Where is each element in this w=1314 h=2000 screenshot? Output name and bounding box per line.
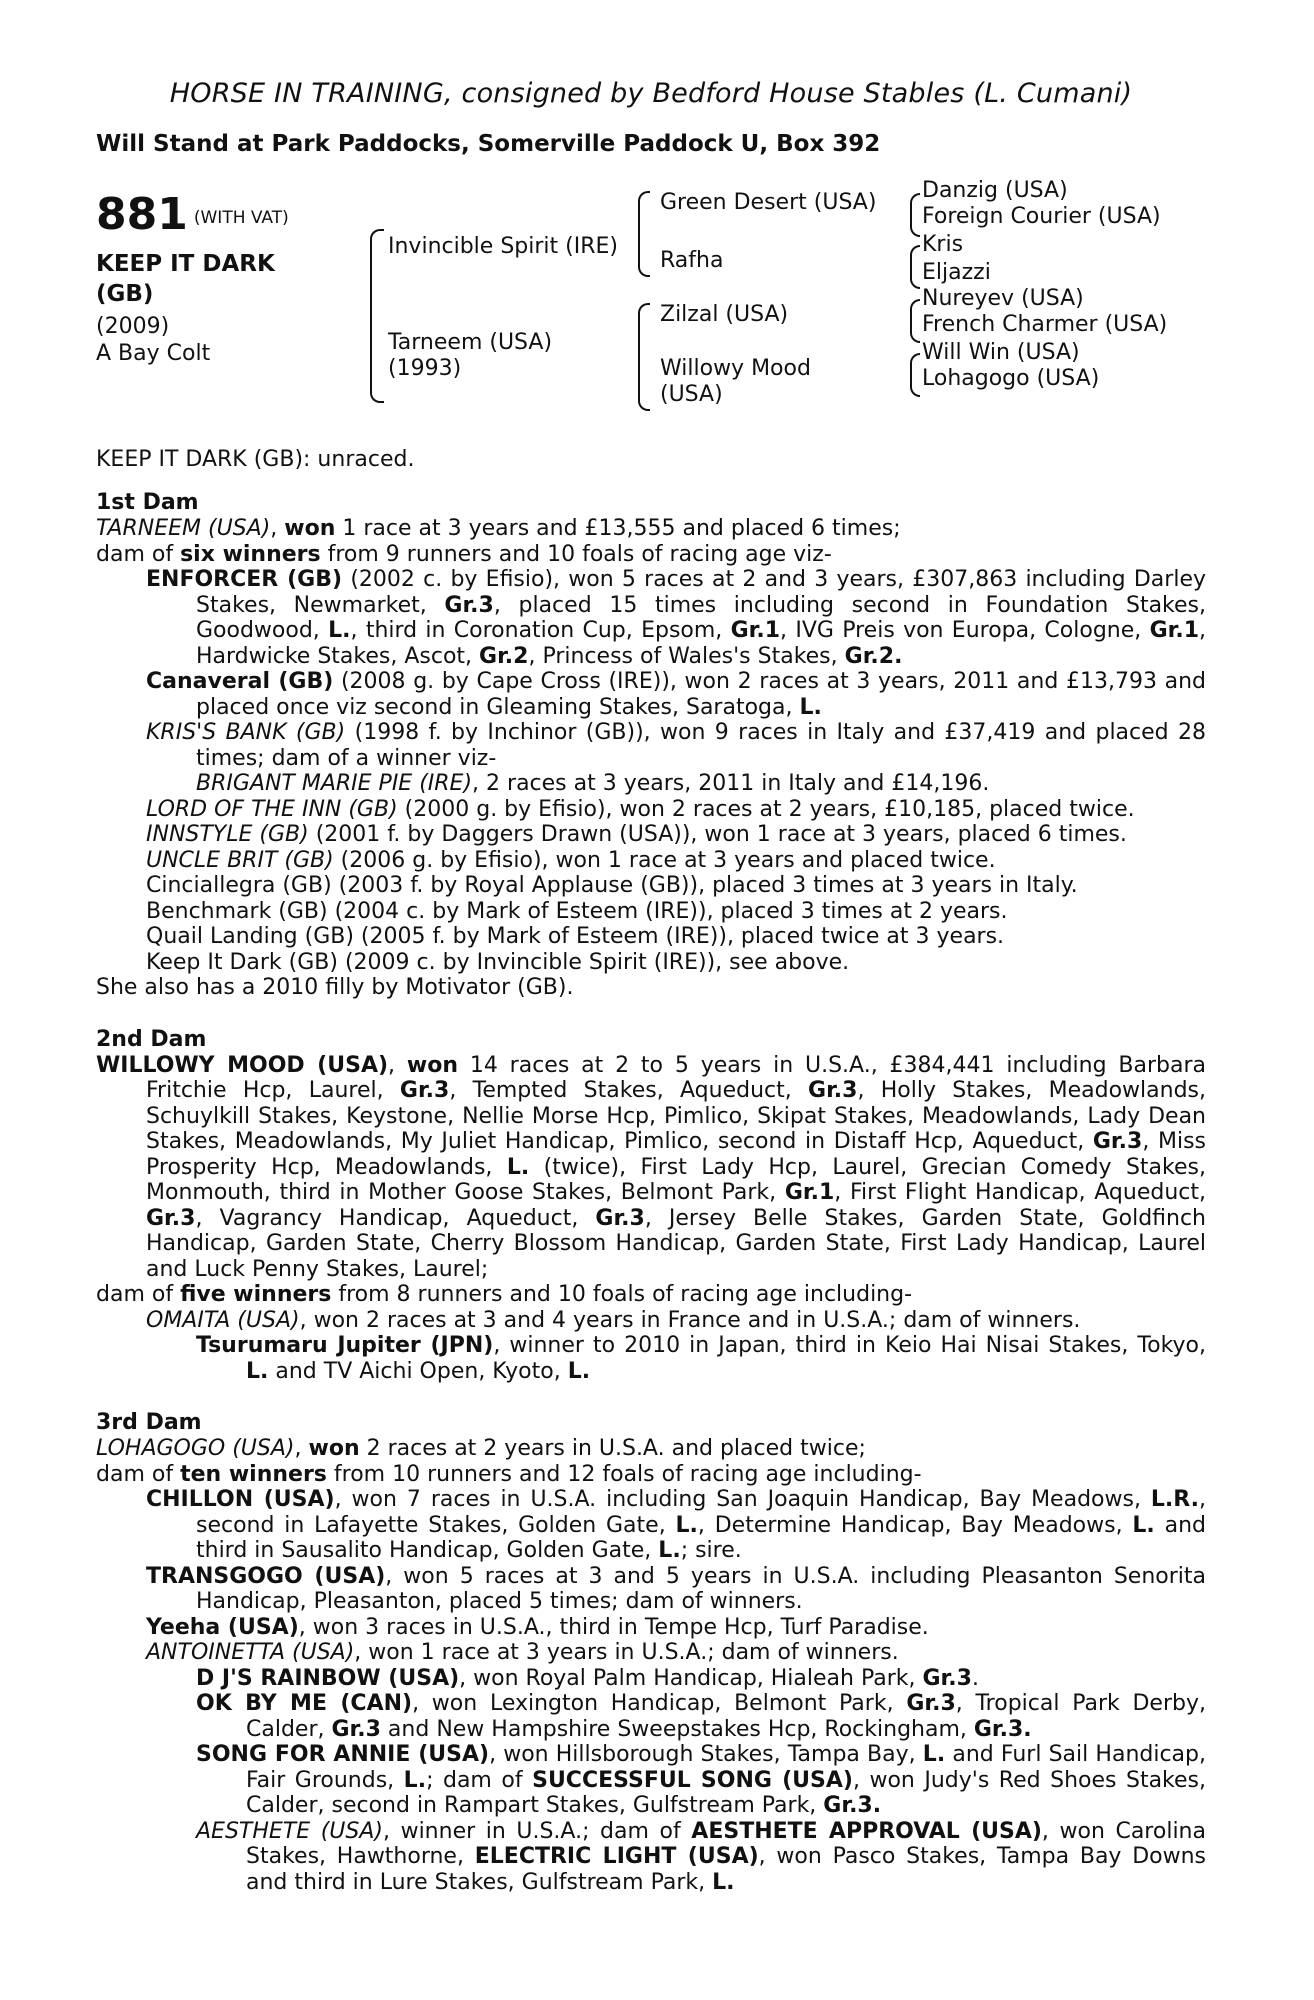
- dam-sire: Zilzal (USA): [660, 302, 789, 327]
- vat-note: (WITH VAT): [193, 208, 289, 228]
- grade: Gr.3: [444, 592, 494, 618]
- grade: Gr.1: [784, 1180, 835, 1205]
- dam-dam: Willowy Mood: [660, 356, 811, 381]
- progeny-name: SUCCESSFUL SONG (USA): [532, 1767, 853, 1793]
- text-fragment: , second in Lafayette Stakes, Golden Gate,: [196, 1487, 1206, 1538]
- progeny-brigant: [196, 771, 1206, 797]
- second-dam-name: WILLOWY MOOD (USA): [96, 1052, 389, 1078]
- text-fragment: 14 races at 2 to 5 years in U.S.A., £384,441 including Barbara Fritchie Hcp, Laurel,: [146, 1052, 1206, 1103]
- text-fragment: , Jersey Belle Stakes, Garden State, Goldfinch Handicap, Garden State, Cherry Blossom Handicap, Garden State, First Lady Handicap, Laurel and Luck Penny Stakes, Laurel;: [146, 1205, 1206, 1282]
- first-dam-heading: 1st Dam: [96, 490, 199, 515]
- brace-sire-dam: [370, 229, 384, 403]
- grade: Gr.3: [808, 1078, 858, 1103]
- progeny-uncle-brit: [146, 848, 1206, 874]
- progeny-name: Tsurumaru Jupiter (JPN): [196, 1333, 494, 1358]
- progeny-name: Yeeha (USA): [146, 1614, 299, 1640]
- text-fragment: , won Judy's Red Shoes Stakes, Calder, second in Rampart Stakes, Gulfstream Park,: [246, 1767, 1206, 1818]
- progeny-transgogo: [146, 1564, 1206, 1615]
- grade: L.: [922, 1742, 946, 1767]
- winners-count: ten winners: [180, 1461, 327, 1487]
- progeny-canaveral: [146, 669, 1206, 720]
- text-fragment: from 9 runners and 10 foals of racing age viz-: [320, 541, 832, 567]
- grade: Gr.3: [399, 1078, 450, 1103]
- grade: Gr.1: [730, 618, 781, 643]
- text-fragment: , won Hillsborough Stakes, Tampa Bay,: [489, 1742, 923, 1767]
- gg-dam-4: Lohagogo (USA): [922, 366, 1100, 391]
- text-fragment: , won 3 races in U.S.A., third in Tempe Hcp, Turf Paradise.: [298, 1614, 929, 1640]
- grade: L.R.: [1150, 1487, 1199, 1512]
- gg-dam-2: Eljazzi: [922, 260, 991, 285]
- text-fragment: , Miss Prosperity Hcp, Meadowlands,: [146, 1129, 1206, 1180]
- won-label: won: [406, 1052, 458, 1078]
- progeny-yeeha: [146, 1615, 1206, 1641]
- winners-count: five winners: [180, 1282, 332, 1307]
- text-fragment: , won 5 races at 3 and 5 years in U.S.A. including Pleasanton Senorita Handicap, Pleasanton, placed 5 times; dam of winners.: [196, 1563, 1206, 1614]
- third-dam-produce: [96, 1462, 1206, 1488]
- third-dam-heading: 3rd Dam: [96, 1410, 202, 1435]
- third-dam-name: LOHAGOGO (USA): [96, 1436, 295, 1461]
- progeny-name: UNCLE BRIT (GB): [146, 847, 334, 873]
- grade: Gr.3: [146, 1205, 196, 1231]
- grade: L.: [328, 618, 351, 643]
- race-record: KEEP IT DARK (GB): unraced.: [96, 447, 415, 472]
- text-fragment: and New Hampshire Sweepstakes Hcp, Rockingham,: [380, 1716, 974, 1742]
- horse-description: A Bay Colt: [96, 341, 211, 366]
- progeny-name: INNSTYLE (GB): [146, 822, 309, 847]
- text-fragment: , Hardwicke Stakes, Ascot,: [196, 618, 1206, 669]
- grade: Gr.1: [1149, 618, 1199, 643]
- progeny-antoinetta: [146, 1640, 1206, 1666]
- grade: L.: [799, 694, 822, 720]
- text-fragment: , won 7 races in U.S.A. including San Joaquin Handicap, Bay Meadows,: [334, 1487, 1151, 1512]
- progeny-name: LORD OF THE INN (GB): [146, 796, 398, 822]
- grade: Gr.3.: [823, 1793, 882, 1818]
- progeny-name: Canaveral (GB): [146, 669, 334, 694]
- brace-g2: [910, 245, 920, 289]
- brace-g1: [910, 193, 920, 237]
- brace-g4: [910, 353, 920, 397]
- text-fragment: (2001 f. by Daggers Drawn (USA)), won 1 race at 3 years, placed 6 times.: [308, 822, 1127, 847]
- text-fragment: from 10 runners and 12 foals of racing age including-: [326, 1461, 922, 1487]
- sire-sire: Green Desert (USA): [660, 190, 877, 215]
- text-fragment: (2006 g. by Efisio), won 1 race at 3 years and placed twice.: [333, 847, 996, 873]
- progeny-cinciallegra: Cinciallegra (GB) (2003 f. by Royal Applause (GB)), placed 3 times at 3 years in Italy.: [146, 873, 1078, 898]
- lot-number-line: [96, 189, 289, 240]
- third-dam-record: LOHAGOGO (USA), won 2 races at 2 years in U.S.A. and placed twice;: [96, 1436, 866, 1461]
- text-fragment: , won 1 race at 3 years in U.S.A.; dam of winners.: [354, 1640, 899, 1665]
- text-fragment: , Tropical Park Derby, Calder,: [246, 1691, 1206, 1742]
- grade: Gr.3.: [973, 1716, 1032, 1742]
- grade: Gr.2.: [844, 643, 903, 669]
- text-fragment: and TV Aichi Open, Kyoto,: [268, 1358, 568, 1384]
- dam-year: (1993): [388, 356, 462, 381]
- text-fragment: dam of: [96, 1461, 181, 1487]
- dam-dam-country: (USA): [660, 382, 723, 407]
- text-fragment: and Furl Sail Handicap, Fair Grounds,: [246, 1742, 1207, 1793]
- gg-sire-1: Danzig (USA): [922, 178, 1068, 203]
- text-fragment: , Princess of Wales's Stakes,: [528, 643, 845, 669]
- grade: Gr.3: [906, 1691, 956, 1716]
- second-dam-heading: 2nd Dam: [96, 1026, 207, 1052]
- grade: Gr.3: [331, 1716, 381, 1742]
- grade: L.: [1132, 1512, 1155, 1538]
- text-fragment: (2000 g. by Efisio), won 2 races at 2 years, £10,185, placed twice.: [397, 796, 1135, 822]
- text-fragment: dam of: [96, 1282, 181, 1307]
- text-fragment: , winner in U.S.A.; dam of: [383, 1818, 692, 1844]
- progeny-name: ELECTRIC LIGHT (USA): [474, 1844, 759, 1869]
- progeny-quail-landing: Quail Landing (GB) (2005 f. by Mark of Esteem (IRE)), placed twice at 3 years.: [146, 924, 1005, 949]
- first-dam-won: won: [284, 516, 336, 541]
- progeny-name: BRIGANT MARIE PIE (IRE): [196, 771, 473, 796]
- progeny-name: OK BY ME (CAN): [196, 1691, 413, 1716]
- progeny-benchmark: Benchmark (GB) (2004 c. by Mark of Esteem (IRE)), placed 3 times at 2 years.: [146, 898, 1008, 924]
- grade: L.: [403, 1767, 427, 1793]
- progeny-chillon: [146, 1487, 1206, 1564]
- second-dam-produce: [96, 1282, 1206, 1308]
- text-fragment: (2008 g. by Cape Cross (IRE)), won 2 races at 3 years, 2011 and £13,793 and placed once viz second in Gleaming Stakes, Saratoga,: [196, 669, 1207, 720]
- grade: Gr.3: [922, 1665, 972, 1691]
- foaling-year: (2009): [96, 314, 170, 339]
- text-fragment: (2002 c. by Efisio), won 5 races at 2 and 3 years, £307,863 including Darley Stakes, Newmarket,: [196, 567, 1207, 618]
- grade: L.: [658, 1538, 681, 1563]
- brace-dam-parents: [638, 303, 650, 411]
- text-fragment: (1998 f. by Inchinor (GB)), won 9 races in Italy and £37,419 and placed 28 times; dam of a winner viz-: [196, 720, 1206, 771]
- lot-number: 881: [96, 189, 188, 240]
- dam: Tarneem (USA): [388, 330, 553, 355]
- progeny-name: ENFORCER (GB): [146, 567, 343, 592]
- gg-sire-3: Nureyev (USA): [922, 286, 1084, 311]
- progeny-name: OMAITA (USA): [146, 1307, 300, 1333]
- sire: Invincible Spirit (IRE): [388, 234, 618, 259]
- progeny-name: AESTHETE (USA): [196, 1818, 383, 1844]
- grade: L.: [506, 1154, 530, 1180]
- progeny-omaita: [146, 1308, 1206, 1334]
- progeny-name: ANTOINETTA (USA): [146, 1640, 355, 1665]
- text-fragment: , Tempted Stakes, Aqueduct,: [449, 1078, 809, 1103]
- progeny-name: AESTHETE APPROVAL (USA): [691, 1818, 1042, 1844]
- text-fragment: , 2 races at 3 years, 2011 in Italy and £14,196.: [472, 771, 990, 796]
- progeny-song-for-annie: [196, 1742, 1206, 1819]
- grade: Gr.2: [479, 643, 529, 669]
- progeny-name: D J'S RAINBOW (USA): [196, 1665, 460, 1691]
- text-fragment: from 8 runners and 10 foals of racing age including-: [331, 1282, 913, 1307]
- consignor-title: HORSE IN TRAINING, consigned by Bedford House Stables (L. Cumani): [169, 78, 1133, 109]
- grade: L.: [246, 1358, 269, 1384]
- text-fragment: , won Pasco Stakes, Tampa Bay Downs and third in Lure Stakes, Gulfstream Park,: [246, 1844, 1207, 1895]
- first-dam-produce: [96, 542, 1206, 568]
- text-fragment: , won Carolina Stakes, Hawthorne,: [246, 1818, 1206, 1869]
- gg-dam-1: Foreign Courier (USA): [922, 204, 1161, 229]
- progeny-enforcer: [146, 567, 1206, 669]
- text-fragment: ; dam of: [426, 1767, 533, 1793]
- horse-name: KEEP IT DARK (GB): [96, 251, 275, 307]
- grade: L.: [675, 1512, 698, 1538]
- text-fragment: , winner to 2010 in Japan, third in Keio Hai Nisai Stakes, Tokyo,: [493, 1333, 1206, 1358]
- progeny-kris-bank: [146, 720, 1206, 771]
- gg-dam-3: French Charmer (USA): [922, 312, 1168, 337]
- progeny-dj-rainbow: D J'S RAINBOW (USA), won Royal Palm Handicap, Hialeah Park, Gr.3.: [196, 1665, 979, 1691]
- text-fragment: , Holly Stakes, Meadowlands, Schuylkill Stakes, Keystone, Nellie Morse Hcp, Pimlico, Skipat Stakes, Meadowlands, Lady Dean Stakes, Meadowlands, My Juliet Handicap, Pimlico, second in Distaff Hcp, Aqueduct,: [146, 1078, 1206, 1154]
- winners-count: six winners: [180, 541, 321, 567]
- text-fragment: , Vagrancy Handicap, Aqueduct,: [195, 1205, 596, 1231]
- text-fragment: , won Lexington Handicap, Belmont Park,: [412, 1691, 907, 1716]
- text-fragment: ; sire.: [680, 1538, 742, 1563]
- progeny-name: CHILLON (USA): [146, 1487, 335, 1512]
- first-dam-record: 1 race at 3 years and £13,555 and placed 6 times;: [335, 516, 901, 541]
- first-dam-name: TARNEEM (USA): [96, 516, 271, 541]
- pedigree-table: [96, 178, 1206, 427]
- first-dam-also: She also has a 2010 filly by Motivator (GB).: [96, 975, 574, 1000]
- text-fragment: 2 races at 2 years in U.S.A. and placed twice;: [359, 1436, 866, 1461]
- text-fragment: , placed 15 times including second in Foundation Stakes, Goodwood,: [196, 592, 1206, 643]
- grade: L.: [712, 1869, 735, 1895]
- progeny-tsurumaru: [196, 1333, 1206, 1384]
- text-fragment: , won 2 races at 3 and 4 years in France and in U.S.A.; dam of winners.: [299, 1307, 1081, 1333]
- stable-location: Will Stand at Park Paddocks, Somerville Paddock U, Box 392: [96, 131, 881, 157]
- gg-sire-4: Will Win (USA): [922, 340, 1080, 365]
- first-dam-intro: TARNEEM (USA), won 1 race at 3 years and £13,555 and placed 6 times;: [96, 516, 901, 541]
- sire-dam: Rafha: [660, 248, 724, 273]
- progeny-innstyle: [146, 822, 1206, 848]
- text-fragment: , First Flight Handicap, Aqueduct,: [834, 1180, 1206, 1205]
- progeny-ok-by-me: [196, 1691, 1206, 1742]
- text-fragment: , Determine Handicap, Bay Meadows,: [697, 1512, 1133, 1538]
- text-fragment: dam of: [96, 541, 181, 567]
- text-fragment: , third in Coronation Cup, Epsom,: [350, 618, 731, 643]
- brace-g3: [910, 299, 920, 343]
- gg-sire-2: Kris: [922, 232, 964, 257]
- text-fragment: , IVG Preis von Europa, Cologne,: [780, 618, 1150, 643]
- grade: Gr.3: [1092, 1129, 1143, 1154]
- text-fragment: , won Royal Palm Handicap, Hialeah Park,: [459, 1665, 923, 1691]
- progeny-lord-of-the-inn: [146, 797, 1206, 823]
- progeny-aesthete: [196, 1819, 1206, 1896]
- brace-sire-parents: [638, 191, 650, 277]
- grade: Gr.3: [595, 1205, 645, 1231]
- progeny-name: KRIS'S BANK (GB): [146, 720, 346, 745]
- progeny-name: TRANSGOGO (USA): [146, 1563, 386, 1589]
- text-fragment: (twice), First Lady Hcp, Laurel, Grecian Comedy Stakes, Monmouth, third in Mother Goose Stakes, Belmont Park,: [146, 1154, 1206, 1205]
- second-dam-record: WILLOWY MOOD (USA), won 14 races at 2 to 5 years in U.S.A., £384,441 including Barbara Fritchie Hcp, Laurel, Gr.3, Tempted Stakes, Aqueduct, Gr.3, Holly Stakes, Meadowlands, Schuylkill Stakes, Keystone, Nellie Morse Hcp, Pimlico, Skipat Stakes, Meadowlands, Lady Dean Stakes, Meadowlands, My Juliet Handicap, Pimlico, second in Distaff Hcp, Aqueduct, Gr.3, Miss Prosperity Hcp, Meadowlands, L. (twice), First Lady Hcp, Laurel, Grecian Comedy Stakes, Monmouth, third in Mother Goose Stakes, Belmont Park, Gr.1, First Flight Handicap, Aqueduct, Gr.3, Vagrancy Handicap, Aqueduct, Gr.3, Jersey Belle Stakes, Garden State, Goldfinch Handicap, Garden State, Cherry Blossom Handicap, Garden State, First Lady Handicap, Laurel and Luck Penny Stakes, Laurel;: [96, 1052, 1206, 1282]
- text-fragment: and third in Sausalito Handicap, Golden Gate,: [196, 1512, 1206, 1563]
- progeny-keep-it-dark: Keep It Dark (GB) (2009 c. by Invincible Spirit (IRE)), see above.: [146, 949, 850, 975]
- grade: L.: [567, 1358, 591, 1384]
- won-label: won: [308, 1436, 360, 1461]
- catalogue-page: [96, 78, 1206, 1895]
- progeny-name: SONG FOR ANNIE (USA): [196, 1742, 490, 1767]
